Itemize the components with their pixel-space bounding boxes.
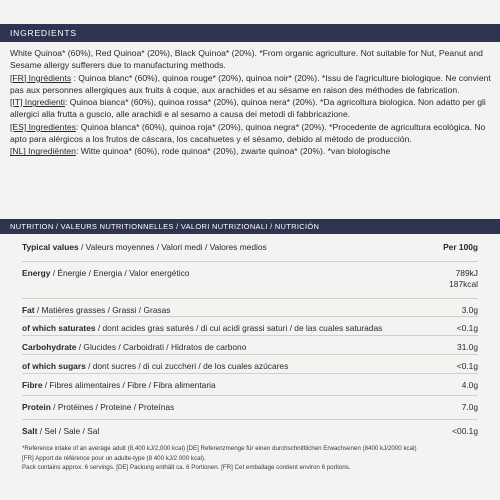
fr-label: [FR] Ingrédients (10, 72, 72, 83)
row-label (22, 262, 189, 278)
row-label-rest: / Glucides / Carboidrati / Hidratos de carbono (76, 342, 247, 352)
row-label-bold: Energy (22, 268, 51, 278)
footnote: *Reference intake of an average adult (8,400 kJ/2,000 kcal) [DE] Referenzmenge für einen durchschnittlichen Erwachsenen (8400 kJ/2000 kcal) (22, 445, 417, 452)
row-value (452, 420, 478, 437)
row-value-2: 187kcal (449, 279, 478, 289)
ingredients-header: INGREDIENTS (0, 24, 500, 42)
row-label (22, 396, 174, 412)
row-label-bold: Fibre (22, 380, 43, 390)
table-row (22, 396, 478, 420)
row-value (457, 355, 478, 372)
row-value-1: 31.0g (457, 342, 478, 352)
row-label-rest: / Fibres alimentaires / Fibre / Fibra alimentaria (42, 380, 216, 390)
row-label-bold: of which sugars (22, 361, 86, 371)
nutrition-header: NUTRITION / VALEURS NUTRITIONNELLES / VALORI NUTRIZIONALI / NUTRICIÓN (0, 219, 500, 234)
nl-label: [NL] Ingrediënten (10, 146, 76, 157)
table-row (22, 420, 478, 442)
footnote: [FR] Apport de référence pour un adulte-type (8 400 kJ/2 000 kcal). (22, 454, 206, 462)
fr-text: : Quinoa blanc* (60%), quinoa rouge* (20%), quinoa noir* (20%). *Issu de l'agriculture biologique. Ne convient pas aux personnes allergiques aux fruits à coque, aux arachides et au sésame en raison des méthodes de fabrication. (10, 72, 491, 95)
row-label-rest: / Valeurs moyennes / Valori medi / Valores medios (78, 242, 267, 252)
row-label (22, 299, 170, 315)
footnote: Pack contains approx. 6 servings. [DE] Packung enthält ca. 6 Portionen. [FR] Cet emballage contient environ 6 portions. (22, 464, 351, 471)
it-text: : Quinoa bianca* (60%), quinoa rossa* (20%), quinoa nera* (20%). *Da agricoltura biologica. Non adatto per gli allergici alla frutta a guscio, alle arachidi e al sesamo a causa dei metodi di fabbricazione. (10, 97, 486, 120)
row-value-1: <0.1g (456, 323, 478, 333)
row-value (457, 317, 478, 334)
row-label-rest: / Énergie / Energia / Valor energético (50, 268, 190, 278)
ingredients-nl (10, 145, 494, 157)
row-label-rest: / Protéines / Proteine / Proteínas (50, 402, 175, 412)
row-label (22, 420, 99, 436)
row-label (22, 336, 246, 352)
ingredients-fr (10, 72, 494, 97)
es-text: : Quinoa blanca* (60%), quinoa roja* (20%), quinoa negra* (20%). *Procedente de agricultura ecológica. No apto para alérgicos a los frutos de cáscara, los cacahuetes y el sésamo, debido al método de producción. (10, 121, 486, 145)
footnotes (22, 444, 482, 473)
ingredients-it (10, 96, 494, 121)
it-label: [IT] Ingredienti (10, 97, 65, 108)
row-value-1: 7.0g (461, 402, 478, 412)
row-label (22, 317, 382, 333)
ingredients-en: White Quinoa* (60%), Red Quinoa* (20%), Black Quinoa* (20%). *From organic agriculture. Not suitable for Nut, Peanut and Sesame allergy sufferers due to manufacturing methods. (10, 48, 483, 71)
row-value (457, 336, 478, 353)
row-value (443, 236, 478, 253)
row-value (462, 396, 478, 413)
row-value-1: 789kJ (455, 268, 478, 278)
nutrition-table (22, 236, 478, 442)
row-value-1: 4.0g (461, 380, 478, 390)
table-row (22, 236, 478, 262)
row-value-1: <00.1g (452, 426, 478, 436)
es-label: [ES] Ingredientes (10, 121, 76, 132)
table-row (22, 336, 478, 355)
row-value-1: <0.1g (456, 361, 478, 371)
row-label-rest: / dont acides gras saturés / di cui acidi grassi saturi / de las cuales saturadas (95, 323, 383, 333)
ingredients-text (10, 47, 494, 158)
row-label-bold: of which saturates (22, 323, 96, 333)
row-label-rest: / dont sucres / di cui zuccheri / de los cuales azúcares (85, 361, 289, 371)
row-label (22, 355, 288, 371)
row-label (22, 374, 216, 390)
row-label-bold: Typical values (22, 242, 79, 252)
row-value (462, 374, 478, 391)
table-row (22, 317, 478, 336)
row-value-1: Per 100g (443, 242, 478, 252)
table-row (22, 262, 478, 299)
table-row (22, 355, 478, 374)
table-row (22, 299, 478, 317)
row-value (449, 262, 478, 290)
row-value (462, 299, 478, 316)
row-label-rest: / Sel / Sale / Sal (37, 426, 100, 436)
row-label-bold: Fat (22, 305, 35, 315)
row-label-rest: / Matières grasses / Grassi / Grasas (34, 305, 171, 315)
row-label-bold: Carbohydrate (22, 342, 77, 352)
row-label-bold: Salt (22, 426, 38, 436)
table-row (22, 374, 478, 396)
nl-text: : Witte quinoa* (60%), rode quinoa* (20%), zwarte quinoa* (20%). *van biologische (75, 146, 391, 157)
ingredients-es (10, 121, 494, 146)
row-value-1: 3.0g (461, 305, 478, 315)
row-label-bold: Protein (22, 402, 51, 412)
row-label (22, 236, 267, 252)
